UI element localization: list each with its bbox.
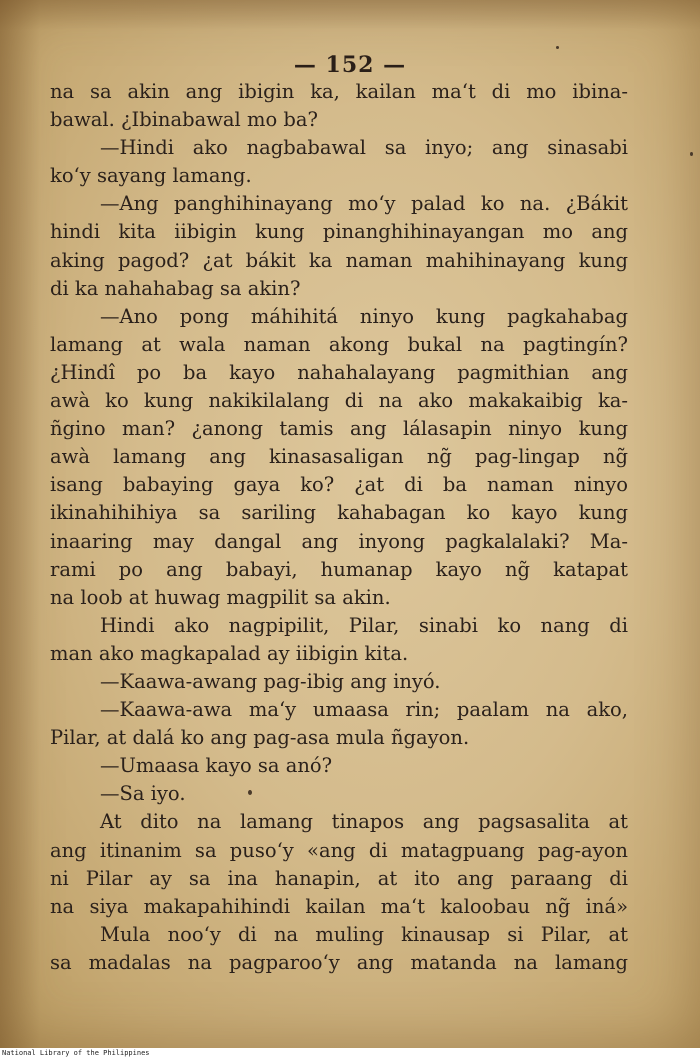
text-line: di ka nahahabag sa akin? [50,276,301,300]
library-credit: National Library of the Philippines [2,1049,150,1057]
text-line: lamang at wala naman akong bukal na pagtingín? [50,332,628,356]
text-line: Hindi ako nagpipilit, Pilar, sinabi ko nang di [100,613,628,637]
text-line: na siya makapahihindi kailan ma‘t kaloobau ng̃ iná» [50,894,628,918]
text-line: ¿Hindî po ba kayo nahahalayang pagmithian ang [50,360,628,384]
text-line: —Kaawa-awang pag-ibig ang inyó. [100,669,441,693]
text-line: awà lamang ang kinasasaligan ng̃ pag-lingap ng̃ [50,445,628,469]
ink-speck [556,46,559,49]
text-line: na sa akin ang ibigin ka, kailan ma‘t di mo ibina- [50,80,628,103]
text-line: Mula noo‘y di na muling kinausap si Pilar, at [100,922,628,946]
text-line: —Ano pong máhihitá ninyo kung pagkahabag [100,304,628,328]
text-line: man ako magkapalad ay iibigin kita. [50,641,409,665]
text-line: —Hindi ako nagbabawal sa inyo; ang sinasabi [100,136,628,160]
text-line: ikinahihihiya sa sariling kahabagan ko kayo kung [50,501,628,525]
text-line: —Ang panghihinayang mo‘y palad ko na. ¿Bákit [100,192,628,216]
text-line: —Sa iyo. [100,782,186,806]
text-line: aking pagod? ¿at bákit ka naman mahihinayang kung [50,248,628,272]
text-line: ñgino man? ¿anong tamis ang lálasapin ninyo kung [50,417,628,441]
ink-speck [690,152,693,156]
text-line: sa madalas na pagparoo‘y ang matanda na lamang [50,950,628,974]
text-line: —Kaawa-awa ma‘y umaasa rin; paalam na ako, [100,698,628,722]
ink-speck [248,790,252,795]
text-line: At dito na lamang tinapos ang pagsasalita at [100,810,628,834]
text-line: —Umaasa kayo sa anó? [100,754,333,778]
text-line: hindi kita iibigin kung pinanghihinayangan mo ang [50,220,628,244]
text-line: bawal. ¿Ibinabawal mo ba? [50,108,318,132]
text-line: na loob at huwag magpilit sa akin. [50,585,391,609]
text-line: ni Pilar ay sa ina hanapin, at ito ang paraang di [50,866,628,890]
text-line: isang babaying gaya ko? ¿at di ba naman ninyo [50,473,628,497]
text-line: rami po ang babayi, humanap kayo ng̃ katapat [50,557,628,581]
page-number: — 152 — [293,52,407,78]
text-line: ang itinanim sa puso‘y «ang di matagpuang pag-ayon [50,838,628,862]
text-line: Pilar, at dalá ko ang pag-asa mula ñgayon. [50,726,470,750]
text-line: ko‘y sayang lamang. [50,164,252,188]
text-line: inaaring may dangal ang inyong pagkalalaki? Ma- [50,529,628,553]
text-line: awà ko kung nakikilalang di na ako makakaibig ka- [50,389,628,413]
body-text [50,78,628,977]
